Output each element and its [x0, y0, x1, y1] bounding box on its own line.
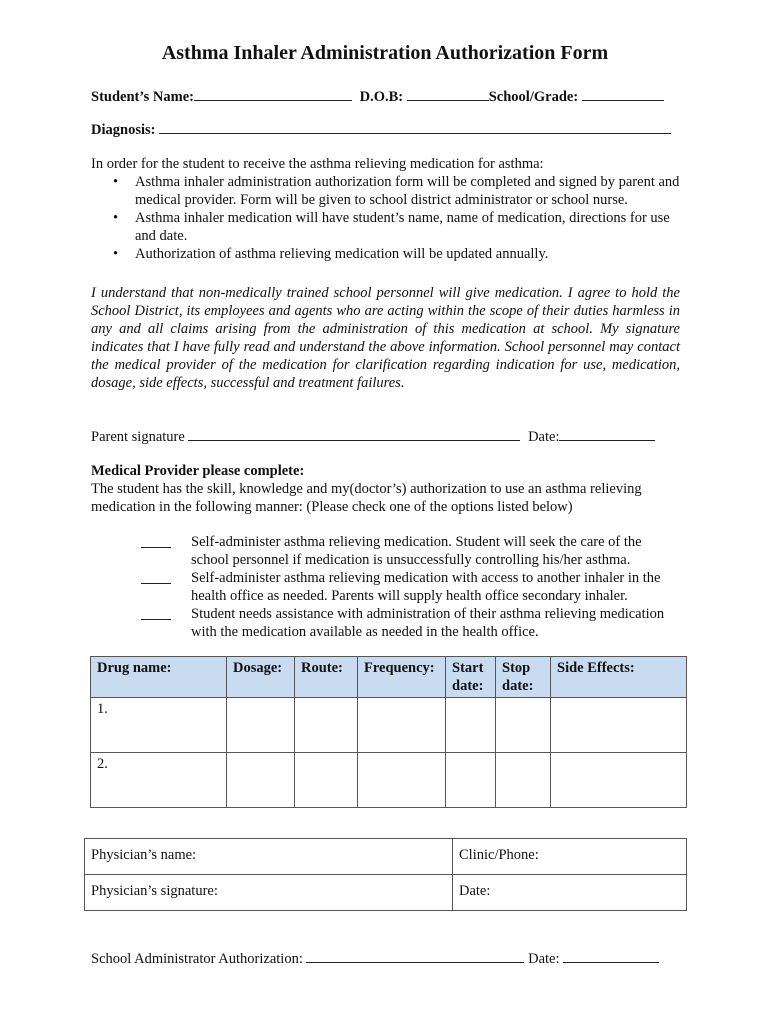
option-text-2: Self-administer asthma relieving medication with access to another inhaler in the health office as needed. Parents will supply health office secondary inhaler.	[191, 570, 661, 604]
option-text-3: Student needs assistance with administration of their asthma relieving medication with the medication available as needed in the health office.	[191, 606, 665, 640]
student-name-label: Student’s Name:	[91, 89, 194, 105]
option-text-1: Self-administer asthma relieving medication. Student will seek the care of the school personnel if medication is unsuccessfully controlling his/her asthma.	[191, 534, 642, 568]
intro-bullet: • Asthma inhaler administration authorization form will be completed and signed by parent and medical provider. Form will be given to school district administrator or school nurse.	[91, 173, 681, 209]
stop-date-cell[interactable]	[496, 698, 551, 753]
dob-label: D.O.B:	[359, 89, 404, 105]
header-drug-name: Drug name:	[91, 657, 227, 698]
header-route: Route:	[295, 657, 358, 698]
start-date-cell[interactable]	[446, 753, 496, 808]
student-name-field[interactable]	[194, 86, 352, 101]
intro-bullets	[91, 173, 681, 263]
side-effects-cell[interactable]	[551, 753, 687, 808]
drug-name-cell[interactable]: 2.	[91, 753, 227, 808]
table-row	[91, 698, 687, 753]
form-title: Asthma Inhaler Administration Authorization Form	[161, 42, 609, 64]
stop-date-cell[interactable]	[496, 753, 551, 808]
parent-date-field[interactable]	[559, 426, 655, 441]
school-grade-label: School/Grade:	[488, 89, 579, 105]
header-start-date: Start date:	[446, 657, 496, 698]
frequency-cell[interactable]	[358, 698, 446, 753]
physician-table	[84, 838, 687, 911]
table-row	[91, 753, 687, 808]
header-dosage: Dosage:	[227, 657, 295, 698]
agreement-text: I understand that non-medically trained school personnel will give medication. I agree to hold the School District, its employees and agents who are acting within the scope of their duties harmless in any and all claims arising from the administration of this medication at school. My signature indicates that I have fully read and understand the above information. School personnel may contact the medical provider of the medication for clarification regarding indication for use, medication, dosage, side effects, successful and treatment failures.	[91, 285, 680, 391]
option-checkbox-1[interactable]	[141, 533, 171, 548]
clinic-phone-cell[interactable]: Clinic/Phone:	[453, 839, 687, 875]
diagnosis-label: Diagnosis:	[91, 122, 156, 138]
side-effects-cell[interactable]	[551, 698, 687, 753]
physician-signature-cell[interactable]: Physician’s signature:	[85, 875, 453, 911]
school-admin-date-field[interactable]	[563, 948, 659, 963]
table-row	[85, 839, 687, 875]
option-needs-assistance	[141, 605, 669, 641]
dosage-cell[interactable]	[227, 698, 295, 753]
dob-field[interactable]	[407, 86, 489, 101]
option-checkbox-2[interactable]	[141, 569, 171, 584]
header-side-effects: Side Effects:	[551, 657, 687, 698]
drug-table	[90, 656, 687, 808]
option-self-administer-with-inhaler	[141, 569, 669, 605]
provider-heading: Medical Provider please complete:	[91, 463, 305, 479]
parent-signature-row	[91, 426, 655, 446]
intro-bullet: • Asthma inhaler medication will have student’s name, name of medication, directions for use and date.	[91, 209, 681, 245]
drug-table-header	[91, 657, 687, 698]
physician-date-cell[interactable]: Date:	[453, 875, 687, 911]
start-date-cell[interactable]	[446, 698, 496, 753]
header-stop-date: Stop date:	[496, 657, 551, 698]
diagnosis-row	[91, 119, 671, 139]
diagnosis-field[interactable]	[159, 119, 671, 134]
intro-lead: In order for the student to receive the asthma relieving medication for asthma:	[91, 156, 544, 172]
header-frequency: Frequency:	[358, 657, 446, 698]
intro-bullet: • Authorization of asthma relieving medication will be updated annually.	[91, 245, 681, 263]
provider-options	[141, 533, 669, 641]
option-checkbox-3[interactable]	[141, 605, 171, 620]
provider-instructions: The student has the skill, knowledge and my(doctor’s) authorization to use an asthma relieving medication in the following manner: (Please check one of the options listed below)	[91, 481, 642, 515]
school-admin-label: School Administrator Authorization:	[91, 951, 303, 967]
provider-section	[91, 462, 681, 516]
option-self-administer	[141, 533, 669, 569]
dosage-cell[interactable]	[227, 753, 295, 808]
school-grade-field[interactable]	[582, 86, 664, 101]
drug-name-cell[interactable]: 1.	[91, 698, 227, 753]
school-admin-row	[91, 948, 659, 968]
physician-name-cell[interactable]: Physician’s name:	[85, 839, 453, 875]
parent-signature-field[interactable]	[188, 426, 520, 441]
school-admin-date-label: Date:	[528, 951, 560, 967]
route-cell[interactable]	[295, 753, 358, 808]
parent-date-label: Date:	[528, 429, 560, 445]
student-info-row	[91, 86, 664, 106]
table-row	[85, 875, 687, 911]
route-cell[interactable]	[295, 698, 358, 753]
intro-section	[91, 155, 681, 263]
school-admin-signature-field[interactable]	[306, 948, 524, 963]
frequency-cell[interactable]	[358, 753, 446, 808]
parent-signature-label: Parent signature	[91, 429, 185, 445]
